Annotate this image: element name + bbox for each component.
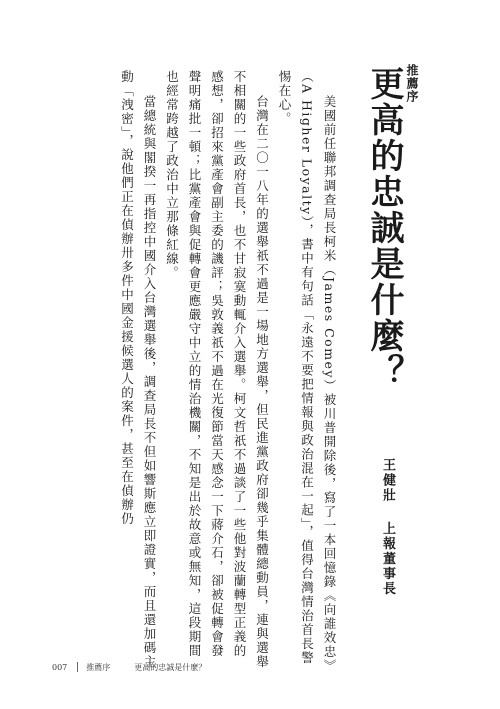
article-title: 更高的忠誠是什麼？ <box>364 66 404 390</box>
author-name: 王健壯 <box>380 458 395 503</box>
author-affiliation: 上報董事長 <box>380 521 395 597</box>
section-label: 推薦序 <box>405 64 419 103</box>
running-section: 推薦序 <box>86 662 111 672</box>
paragraph: 美國前任聯邦調查局長柯米（James Comey）被川普開除後，寫了一本回憶錄《向誰效忠》（A Higher Loyalty），書中有句話「永遠不要把情報與政治混在一起」，值得台灣情治首長警惕在心。 <box>277 70 337 667</box>
footer-divider <box>77 662 78 672</box>
body-text <box>58 70 340 670</box>
author-block <box>378 458 397 597</box>
paragraph: 當總統與閣揆一再指控中國介入台灣選舉後，調查局長不但如響斯應立即證實，而且還加碼主動「洩密」，說他們正在偵辦卅多件中國金援候選人的案件，甚至在偵辦仍 <box>119 70 157 669</box>
page-number: 007 <box>52 662 68 672</box>
running-title: 更高的忠誠是什麼？ <box>134 662 207 672</box>
page-footer <box>52 660 206 674</box>
paragraph: 台灣在二〇一八年的選舉祇不過是一場地方選舉，但民進黨政府卻幾乎集體總動員，連與選舉不相關的一些政府首長，也不甘寂寞動輒介入選舉。柯文哲祇不過談了一些他對波蘭轉型正義的感想，卻招來黨產會副主委的譏評；吳敦義祇不過在光復節當天感念一下蔣介石，卻被促轉會發聲明痛批一頓；比黨產會與促轉會更應嚴守中立的情治機關，不知是出於故意或無知，這段期間也經常跨越了政治中立那條紅線。 <box>164 70 270 669</box>
